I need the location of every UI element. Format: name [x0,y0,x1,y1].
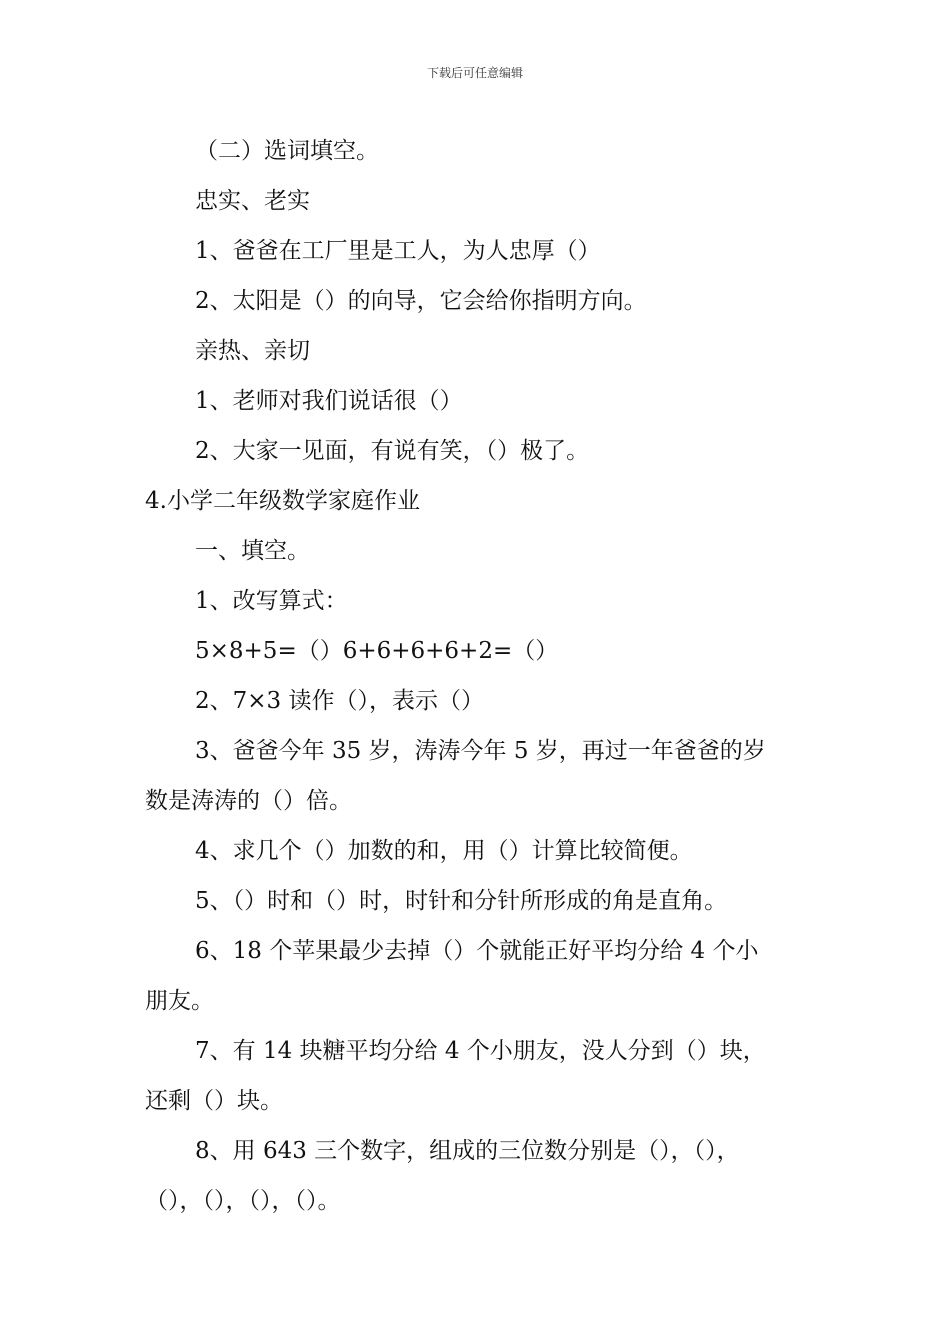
question-line: 5、（）时和（）时，时针和分针所形成的角是直角。 [195,888,728,914]
question-line: 7、有 14 块糖平均分给 4 个小朋友，没人分到（）块， [195,1038,766,1064]
document-body [145,126,820,1226]
question-line: 3、爸爸今年 35 岁，涛涛今年 5 岁，再过一年爸爸的岁 [195,738,766,764]
question-line: 8、用 643 三个数字，组成的三位数分别是（），（）， [195,1138,740,1164]
section-heading-word-choice: （二）选词填空。 [195,138,379,164]
question-line: 1、改写算式： [195,588,348,614]
question-line: 6、18 个苹果最少去掉（）个就能正好平均分给 4 个小 [195,938,759,964]
page-header: 下载后可任意编辑 [426,66,523,80]
question-line: 2、太阳是（）的向导，它会给你指明方向。 [195,288,647,314]
question-continuation: （），（），（），（）。 [145,1188,341,1214]
question-line: 1、老师对我们说话很（） [195,388,463,414]
question-line: 2、大家一见面，有说有笑，（）极了。 [195,438,590,464]
section-title-math-homework: 4.小学二年级数学家庭作业 [145,488,420,514]
subsection-heading-fill-blank: 一、填空。 [195,538,310,564]
question-line: 5×8+5=（）6+6+6+6+2=（） [195,638,559,664]
question-line: 1、爸爸在工厂里是工人，为人忠厚（） [195,238,601,264]
question-line: 2、7×3 读作（），表示（） [195,688,484,714]
word-pair-1: 忠实、老实 [195,188,310,214]
word-pair-2: 亲热、亲切 [195,338,310,364]
question-continuation: 数是涛涛的（）倍。 [145,788,352,814]
question-line: 4、求几个（）加数的和，用（）计算比较简便。 [195,838,693,864]
question-continuation: 朋友。 [145,988,214,1014]
question-continuation: 还剩（）块。 [145,1088,283,1114]
